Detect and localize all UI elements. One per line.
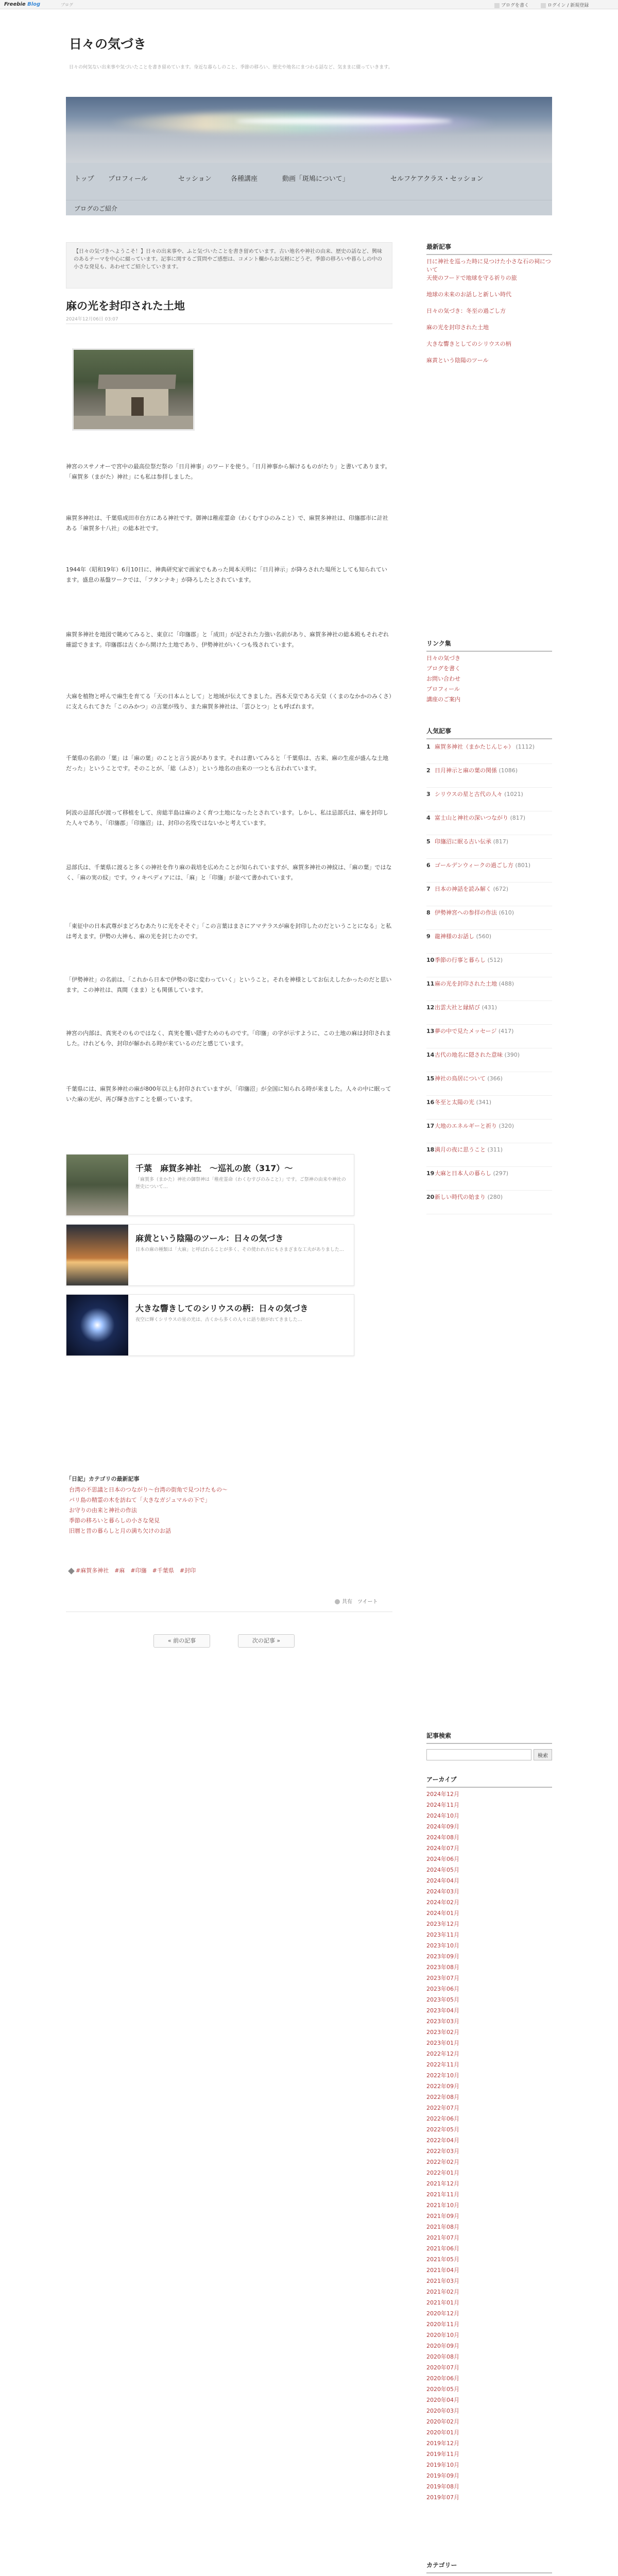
related-article-card[interactable] <box>66 1154 354 1216</box>
nav-item-selfcare[interactable]: セルフケアクラス・セッション <box>390 175 484 183</box>
shrine-door <box>131 397 144 416</box>
next-article-button[interactable]: 次の記事 » <box>238 1634 295 1648</box>
link-list-item[interactable]: ブログを書く <box>426 665 460 672</box>
ranking-divider <box>426 787 552 788</box>
site-title[interactable]: 日々の気づき <box>69 37 147 52</box>
ranking-title: 伊勢神宮への参拝の作法 <box>435 909 497 916</box>
recent-article-link[interactable]: 地球の未来のお話しと新しい時代 <box>426 291 511 298</box>
archive-link[interactable]: 2022年04月 <box>426 2137 459 2144</box>
ranking-count: (817) <box>493 838 509 845</box>
sidebar-heading-archive: アーカイブ <box>426 1775 552 1788</box>
ranking-count: (488) <box>499 980 514 987</box>
ranking-count: (560) <box>476 933 492 940</box>
ranking-number: 11 <box>426 980 435 987</box>
ranking-number: 15 <box>426 1075 435 1082</box>
ranking-title: 満月の夜に思うこと <box>435 1146 486 1153</box>
post-tags[interactable] <box>69 1566 196 1574</box>
archive-link[interactable]: 2022年02月 <box>426 2159 459 2165</box>
archive-link[interactable]: 2021年04月 <box>426 2267 459 2274</box>
archive-link[interactable]: 2024年02月 <box>426 1899 459 1906</box>
banner-light-core <box>236 117 452 125</box>
ranking-number: 3 <box>426 791 431 798</box>
archive-link[interactable]: 2021年07月 <box>426 2234 459 2241</box>
ranking-divider <box>426 1095 552 1096</box>
post-paragraph: 「東征中の日本武尊がまどろむあたりに光をそそぐ」「この言葉はまさにアマテラスが麻を封印したのだということになる」と私は考えます。伊勢の大神も、麻の光を封じたのです。 <box>66 923 392 940</box>
related-article-card[interactable] <box>66 1224 354 1286</box>
ranking-count: (610) <box>499 909 514 916</box>
sidebar-heading-ranking: 人気記事 <box>426 726 552 739</box>
ranking-item[interactable] <box>426 838 552 845</box>
archive-link[interactable]: 2020年04月 <box>426 2397 459 2403</box>
archive-link[interactable]: 2020年10月 <box>426 2332 459 2338</box>
ranking-count: (341) <box>476 1099 492 1106</box>
category-latest-link[interactable]: バリ島の精霊の木を訪ねて「大きなガジュマルの下で」 <box>69 1497 211 1503</box>
recent-article-link[interactable]: 麻の光を封印された土地 <box>426 324 489 331</box>
ranking-item[interactable] <box>426 1075 552 1082</box>
post-paragraph: 阿波の忌部氏が渡って移植をして、房総半島は麻のよく育つ土地になったとされています。しかし、私は忌部氏は、麻を封印した人々であり、「印旛郡」「印旛沼」は、封印の名残ではないかと考えています。 <box>66 809 388 826</box>
ranking-number: 16 <box>426 1099 435 1106</box>
ranking-item[interactable] <box>426 933 552 940</box>
archive-link[interactable]: 2020年08月 <box>426 2353 459 2360</box>
ranking-title: 古代の地名に隠された意味 <box>435 1052 503 1058</box>
nav-item-video[interactable]: 動画「斑鳩について」 <box>282 175 349 183</box>
recent-article-link[interactable]: 日に神社を巡った時に見つけた小さな石の祠について <box>426 258 551 273</box>
archive-link[interactable]: 2023年08月 <box>426 1964 459 1971</box>
shrine-roof <box>98 375 176 389</box>
ranking-title: 季節の行事と暮らし <box>435 957 486 963</box>
ranking-title: 日月神示と麻の葉の関係 <box>435 767 497 774</box>
archive-link[interactable]: 2019年11月 <box>426 2451 459 2458</box>
category-latest-link[interactable]: 旧暦と昔の暮らしと月の満ち欠けのお話 <box>69 1528 171 1534</box>
archive-link[interactable]: 2023年09月 <box>426 1953 459 1960</box>
archive-link[interactable]: 2023年07月 <box>426 1975 459 1981</box>
sidebar-heading-recent: 最新記事 <box>426 242 552 255</box>
ranking-item[interactable] <box>426 814 552 822</box>
ranking-count: (672) <box>493 886 509 892</box>
archive-link[interactable]: 2021年01月 <box>426 2299 459 2306</box>
post-paragraph: 神宮のスサノオーで宮中の最高位祭だ祭の「日月神事」のワードを使う。「日月神事から解けるものがたり」と書いてあります。「麻賀多（まがた）神社」にも私は参拝しました。 <box>66 463 391 480</box>
related-desc: 夜空に輝くシリウスの星の光は、古くから多くの人々に語り継がれてきました… <box>135 1317 302 1323</box>
ranking-title: 富士山と神社の深いつながり <box>435 815 508 821</box>
ranking-count: (817) <box>510 815 526 821</box>
shrine-photo[interactable] <box>72 348 195 431</box>
recent-article-link[interactable]: 日々の気づき：冬至の過ごし方 <box>426 308 506 314</box>
ranking-item[interactable] <box>426 1004 552 1011</box>
archive-link[interactable]: 2023年02月 <box>426 2029 459 2036</box>
ranking-divider <box>426 1119 552 1120</box>
ranking-number: 8 <box>426 909 431 916</box>
post-paragraph: 神宮の内部は、真実そのものではなく、真実を覆い隠すためのものです。「印旛」の字が示すように、この土地の麻は封印されました。けれども今、封印が解かれる時が来ているのだと感じています。 <box>66 1030 391 1047</box>
archive-link[interactable]: 2021年10月 <box>426 2202 459 2209</box>
related-thumb-sunset <box>66 1225 128 1285</box>
ranking-number: 5 <box>426 838 431 845</box>
ranking-title: 冬至と太陽の光 <box>435 1099 474 1106</box>
ranking-item[interactable] <box>426 1098 552 1106</box>
ranking-item[interactable] <box>426 1146 552 1154</box>
archive-link[interactable]: 2023年03月 <box>426 2018 459 2025</box>
ranking-number: 13 <box>426 1028 435 1035</box>
related-thumb-star <box>66 1295 128 1355</box>
post-paragraph: 1944年（昭和19年）6月10日に、神典研究家で画家でもあった岡本天明に「日月神示」が降ろされた場所としても知られています。盛息の基盤ワークでは、「フタンナキ」が降ろしたとされています。 <box>66 566 387 583</box>
post-paragraph: 千葉県の名前の「葉」は「麻の葉」のことと言う説があります。それは書いてみると「千葉県は、古来、麻の生産が盛んな土地だった」ということです。そのことが、「総（ふさ）」という地名の由来の一つとも言われています。 <box>66 755 389 772</box>
ranking-title: 麻賀多神社（まかたじんじゃ） <box>435 743 514 750</box>
ranking-count: (431) <box>482 1004 497 1011</box>
share-icon <box>335 1599 340 1604</box>
ranking-count: (297) <box>493 1170 509 1177</box>
login-link[interactable] <box>541 2 589 8</box>
archive-link[interactable]: 2020年03月 <box>426 2408 459 2414</box>
ranking-count: (366) <box>487 1075 503 1082</box>
service-logo[interactable] <box>4 2 40 7</box>
archive-link[interactable]: 2024年03月 <box>426 1888 459 1895</box>
category-latest-link[interactable]: 季節の移ろいと暮らしの小さな発見 <box>69 1517 160 1524</box>
ranking-count: (311) <box>487 1146 503 1153</box>
related-title: 千葉 麻賀多神社 〜巡礼の旅（317）〜 <box>135 1163 293 1173</box>
archive-link[interactable]: 2020年07月 <box>426 2364 459 2371</box>
ranking-title: 夢の中で見たメッセージ <box>435 1028 497 1035</box>
ranking-number: 12 <box>426 1004 435 1011</box>
archive-link[interactable]: 2022年05月 <box>426 2126 459 2133</box>
archive-link[interactable]: 2024年10月 <box>426 1812 459 1819</box>
recent-article-link[interactable]: 麻黄という陰陽のツール <box>426 357 489 364</box>
archive-link[interactable]: 2021年09月 <box>426 2213 459 2219</box>
archive-link[interactable]: 2020年12月 <box>426 2310 459 2317</box>
ranking-item[interactable] <box>426 885 552 893</box>
post-paragraph: 千葉県には、麻賀多神社の麻が800年以上も封印されていますが、「印旛沼」が全国に知られる時が来ました。人々の中に眠っていた麻の光が、再び輝き出すことを願っています。 <box>66 1086 391 1103</box>
link-list-item[interactable]: プロフィール <box>426 686 460 692</box>
ranking-title: 大地のエネルギーと祈り <box>435 1123 497 1129</box>
archive-link[interactable]: 2024年12月 <box>426 1791 459 1798</box>
ranking-number: 1 <box>426 743 431 750</box>
archive-link[interactable]: 2019年12月 <box>426 2440 459 2447</box>
search-button[interactable]: 検索 <box>534 1749 552 1760</box>
service-logo-text: Freebie <box>4 2 26 7</box>
ranking-divider <box>426 1166 552 1167</box>
related-title: 大きな響きしてのシリウスの柄：日々の気づき <box>135 1303 308 1313</box>
archive-link[interactable]: 2023年10月 <box>426 1942 459 1949</box>
archive-link[interactable]: 2022年10月 <box>426 2072 459 2079</box>
search-input[interactable] <box>426 1749 531 1760</box>
ranking-divider <box>426 882 552 883</box>
ranking-item[interactable] <box>426 1170 552 1177</box>
archive-link[interactable]: 2024年09月 <box>426 1823 459 1830</box>
sidebar-heading-links: リンク集 <box>426 639 552 652</box>
archive-link[interactable]: 2024年01月 <box>426 1910 459 1917</box>
post-tags-text: #麻賀多神社 #麻 #印旛 #千葉県 #封印 <box>76 1567 196 1574</box>
link-list-item[interactable]: お問い合わせ <box>426 675 460 682</box>
write-blog-label: ブログを書く <box>501 3 529 8</box>
ranking-item[interactable] <box>426 1122 552 1130</box>
ranking-count: (1086) <box>499 767 518 774</box>
related-desc: 日本の麻の種類は「大麻」と呼ばれることが多く、その使われ方にもさまざまな工夫がありました… <box>135 1247 344 1252</box>
ranking-title: 日本の神話を読み解く <box>435 886 491 892</box>
post-paragraph: 麻賀多神社は、千葉県成田市台方にある神社です。御神は稚産霊命（わくむすひのみこと）で、麻賀多神社は、印旛郡市に計社ある「麻賀多十八社」の総本社です。 <box>66 515 388 532</box>
ranking-number: 19 <box>426 1170 435 1177</box>
ranking-title: シリウスの星と古代の人々 <box>435 791 503 798</box>
archive-link[interactable]: 2019年08月 <box>426 2483 459 2490</box>
archive-link[interactable]: 2024年04月 <box>426 1877 459 1884</box>
archive-link[interactable]: 2019年09月 <box>426 2472 459 2479</box>
ranking-item[interactable] <box>426 767 552 774</box>
archive-link[interactable]: 2019年07月 <box>426 2494 459 2501</box>
archive-link[interactable]: 2024年08月 <box>426 1834 459 1841</box>
user-icon <box>541 3 546 8</box>
archive-link[interactable]: 2024年07月 <box>426 1845 459 1852</box>
archive-link[interactable]: 2021年03月 <box>426 2278 459 2284</box>
link-list-item[interactable]: 講座のご案内 <box>426 696 460 703</box>
header-banner-image <box>66 97 552 163</box>
ranking-divider <box>426 858 552 859</box>
ranking-item[interactable] <box>426 861 552 869</box>
archive-link[interactable]: 2021年11月 <box>426 2191 459 2198</box>
ranking-title: 龍神様のお話し <box>435 933 474 940</box>
post-paragraph: 「伊勢神社」の名前は、「これから日本で伊勢の姿に変わっていく」ということ。それを神様としてお伝えしたかったのだと思います。この神社は、真間（まま）とも関係しています。 <box>66 976 392 993</box>
archive-link[interactable]: 2024年06月 <box>426 1856 459 1862</box>
blog-service-bar <box>0 0 618 9</box>
share-label: 共有 ツイート <box>342 1599 378 1605</box>
ranking-divider <box>426 1190 552 1191</box>
archive-link[interactable]: 2022年03月 <box>426 2148 459 2155</box>
related-title: 麻黄という陰陽のツール：日々の気づき <box>135 1233 284 1243</box>
sidebar-heading-search: 記事検索 <box>426 1731 552 1744</box>
ranking-item[interactable] <box>426 1193 552 1201</box>
archive-link[interactable]: 2020年09月 <box>426 2343 459 2349</box>
sidebar-heading-category: カテゴリー <box>426 2561 552 2573</box>
post-title[interactable]: 麻の光を封印された土地 <box>66 300 185 312</box>
archive-link[interactable]: 2023年12月 <box>426 1921 459 1927</box>
archive-link[interactable]: 2023年06月 <box>426 1986 459 1992</box>
archive-link[interactable]: 2020年01月 <box>426 2429 459 2436</box>
ranking-count: (390) <box>504 1052 520 1058</box>
archive-link[interactable]: 2021年12月 <box>426 2180 459 2187</box>
ranking-count: (1021) <box>504 791 523 798</box>
ranking-title: 神社の鳥居について <box>435 1075 486 1082</box>
category-latest-link[interactable]: 台湾の不思議と日本のつながり〜台湾の街角で見つけたもの〜 <box>69 1486 228 1493</box>
ranking-count: (1112) <box>516 743 535 750</box>
category-latest-link[interactable]: お守りの由来と神社の作法 <box>69 1507 137 1514</box>
ranking-number: 14 <box>426 1052 435 1058</box>
ranking-number: 4 <box>426 815 431 821</box>
nav-item-courses[interactable]: 各種講座 <box>231 175 258 183</box>
post-date: 2024年12月06日 03:07 <box>66 317 118 322</box>
related-thumb-shrine <box>66 1155 128 1215</box>
archive-link[interactable]: 2019年10月 <box>426 2462 459 2468</box>
ranking-divider <box>426 953 552 954</box>
ranking-number: 18 <box>426 1146 435 1153</box>
intro-notice: 【日々の気づきへようこそ！】日々の出来事や、ふと気づいたことを書き留めています。古い地名や神社の由来、歴史の話など、興味のあるテーマを中心に綴っています。記事に関するご質問やご感想は、コメント欄からお気軽にどうぞ。季節の移ろいや暮らしの中の小さな発見も、あわせてご紹介していきます。 <box>66 242 392 289</box>
archive-link[interactable]: 2021年08月 <box>426 2224 459 2230</box>
ranking-count: (320) <box>499 1123 514 1129</box>
recent-article-link[interactable]: 大きな響きとしてのシリウスの柄 <box>426 341 511 347</box>
archive-link[interactable]: 2022年06月 <box>426 2115 459 2122</box>
related-desc: 「麻賀多（まかた）神社の御祭神は「稚産霊命（わくむすびのみこと）」です。ご祭神の由来や神社の歴史について… <box>135 1177 346 1190</box>
nav-item-blog-intro[interactable]: ブログのご紹介 <box>74 205 118 212</box>
ranking-title: 印旛沼に眠る古い伝承 <box>435 838 491 845</box>
nav-item-top[interactable]: トップ <box>74 175 94 183</box>
nav-item-profile[interactable]: プロフィール <box>108 175 148 183</box>
nav-item-session[interactable]: セッション <box>178 175 212 183</box>
service-logo-accent: Blog <box>27 2 41 7</box>
shrine-ground <box>74 416 193 429</box>
ranking-title: ゴールデンウィークの過ごし方 <box>435 862 513 869</box>
ranking-item[interactable] <box>426 1051 552 1059</box>
prev-article-button[interactable]: « 前の記事 <box>153 1634 210 1648</box>
site-description: 日々の何気ない出来事や気づいたことを書き留めています。身近な暮らしのこと、季節の移ろい、歴史や地名にまつわる話など、気ままに綴っていきます。 <box>69 65 393 70</box>
ranking-number: 9 <box>426 933 431 940</box>
ranking-item[interactable] <box>426 743 552 751</box>
ranking-title: 麻の光を封印された土地 <box>435 980 497 987</box>
archive-link[interactable]: 2020年11月 <box>426 2321 459 2328</box>
ranking-number: 6 <box>426 862 431 869</box>
service-subtitle: ブログ <box>61 3 73 7</box>
related-article-card[interactable] <box>66 1294 354 1356</box>
archive-link[interactable]: 2022年01月 <box>426 2170 459 2176</box>
ranking-title: 大麻と日本人の暮らし <box>435 1170 491 1177</box>
ranking-title: 新しい時代の始まり <box>435 1194 486 1200</box>
archive-link[interactable]: 2020年05月 <box>426 2386 459 2393</box>
archive-link[interactable]: 2020年06月 <box>426 2375 459 2382</box>
ranking-divider <box>426 929 552 930</box>
category-latest-heading: 「日記」カテゴリの最新記事 <box>66 1476 140 1482</box>
ranking-count: (280) <box>487 1194 503 1200</box>
ranking-number: 20 <box>426 1194 435 1200</box>
archive-link[interactable]: 2022年09月 <box>426 2083 459 2090</box>
link-list-item[interactable]: 日々の気づき <box>426 655 460 662</box>
archive-link[interactable]: 2021年02月 <box>426 2289 459 2295</box>
archive-link[interactable]: 2021年06月 <box>426 2245 459 2252</box>
ranking-count: (512) <box>487 957 503 963</box>
archive-link[interactable]: 2022年07月 <box>426 2105 459 2111</box>
ranking-number: 10 <box>426 957 435 963</box>
post-paragraph: 大麻を植物と呼んで麻生を育てる「天の日本ムとして」と地域が伝えてきました。西本天皇である天皇（くまのなかかのみくさ）に支えられてきた「このみかつ」の言葉が残り、また麻賀多神社は、「雲ひとつ」とも呼ばれます。 <box>66 693 392 710</box>
archive-link[interactable]: 2020年02月 <box>426 2418 459 2425</box>
tag-icon <box>68 1568 75 1574</box>
login-label: ログイン / 新規登録 <box>547 3 589 8</box>
archive-link[interactable]: 2022年11月 <box>426 2061 459 2068</box>
ranking-item[interactable] <box>426 956 552 964</box>
ranking-item[interactable] <box>426 980 552 988</box>
archive-link[interactable]: 2023年11月 <box>426 1931 459 1938</box>
archive-link[interactable]: 2024年11月 <box>426 1802 459 1808</box>
ranking-count: (801) <box>515 862 530 869</box>
ranking-number: 7 <box>426 886 431 892</box>
global-nav <box>66 163 552 215</box>
write-blog-link[interactable] <box>494 2 529 8</box>
pen-icon <box>494 3 500 8</box>
ranking-divider <box>426 1024 552 1025</box>
archive-link[interactable]: 2021年05月 <box>426 2256 459 2263</box>
ranking-title: 出雲大社と縁結び <box>435 1004 480 1011</box>
archive-link[interactable]: 2023年01月 <box>426 2040 459 2046</box>
archive-link[interactable]: 2023年05月 <box>426 1996 459 2003</box>
ranking-item[interactable] <box>426 790 552 798</box>
share-buttons[interactable] <box>335 1597 378 1605</box>
ranking-number: 17 <box>426 1123 435 1129</box>
ranking-number: 2 <box>426 767 431 774</box>
post-paragraph: 忌部氏は、千葉県に渡ると多くの神社を作り麻の栽培を広めたことが知られていますが、麻賀多神社の神紋は、「麻の葉」ではなく、「麻の実の紋」です。ウィキペディアには、「麻」と「印旛」が並べて書かれています。 <box>66 864 392 881</box>
post-paragraph: 麻賀多神社を地図で眺めてみると、東京に「印旛郡」と「成田」が記された力強い名前があり、麻賀多神社の総本殿もそれぞれ確認できます。印旛郡は古くから開けた土地であり、伊勢神社がいくつも残されています。 <box>66 631 389 648</box>
archive-link[interactable]: 2022年08月 <box>426 2094 459 2100</box>
ranking-item[interactable] <box>426 1027 552 1035</box>
archive-link[interactable]: 2023年04月 <box>426 2007 459 2014</box>
recent-article-link[interactable]: 天使のフードで地球を守る祈りの旅 <box>426 275 517 281</box>
ranking-count: (417) <box>498 1028 514 1035</box>
archive-link[interactable]: 2022年12月 <box>426 2050 459 2057</box>
ranking-item[interactable] <box>426 909 552 917</box>
archive-link[interactable]: 2024年05月 <box>426 1867 459 1873</box>
